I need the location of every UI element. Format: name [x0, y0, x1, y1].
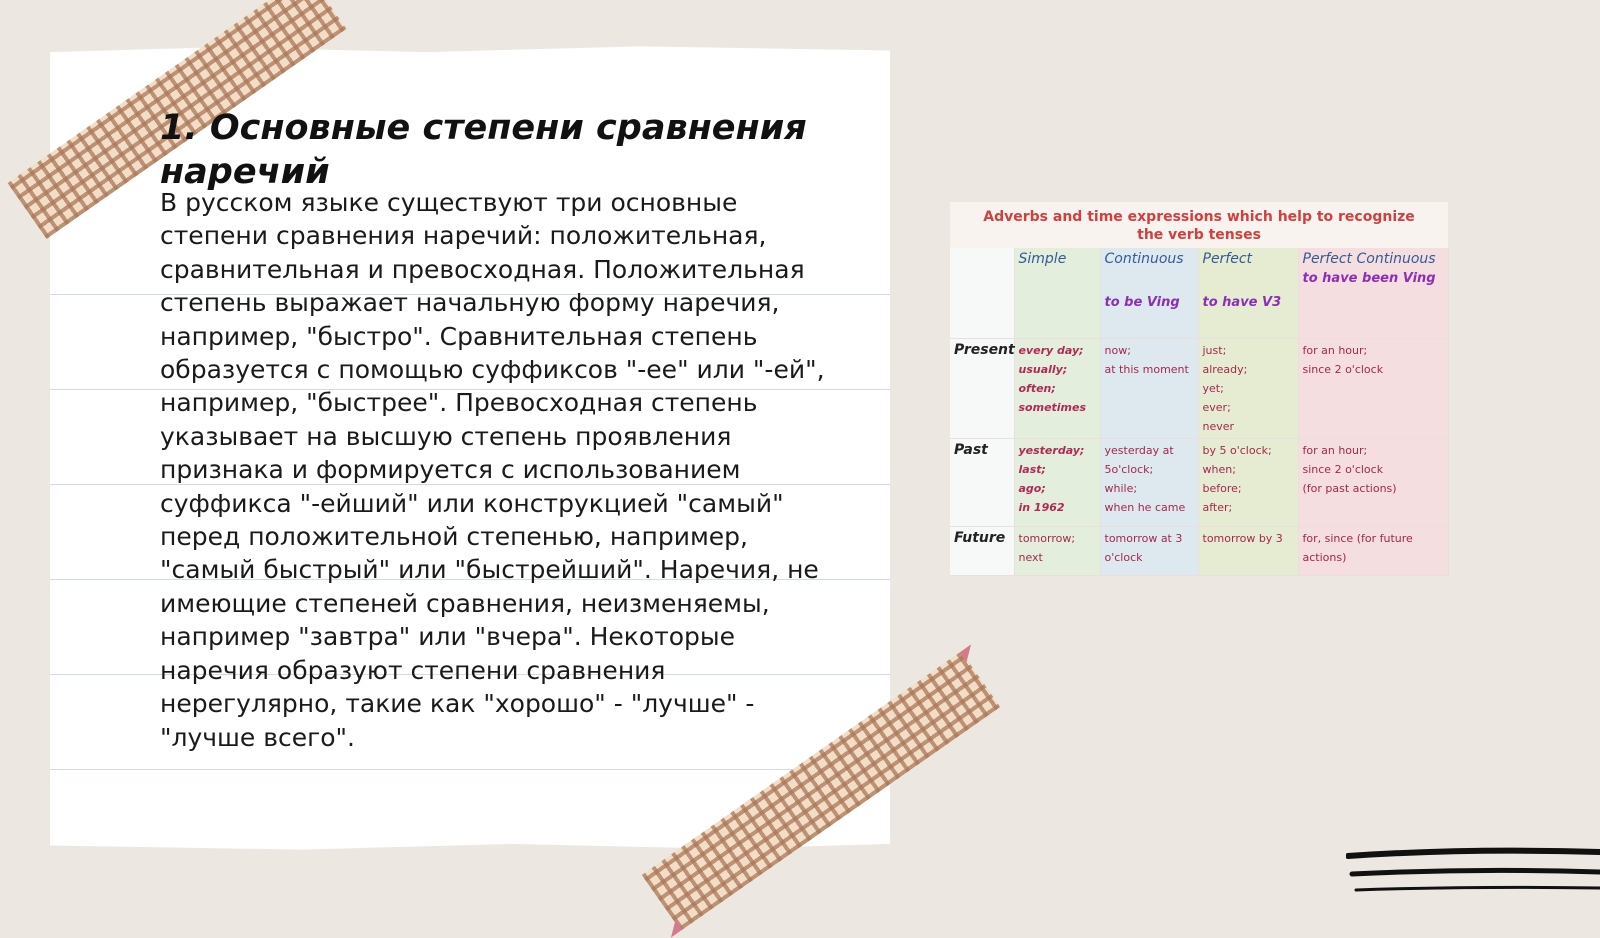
- cell-text: yesterday at 5o'clock; while; when he came: [1104, 443, 1186, 514]
- row-label: Past: [950, 438, 1014, 526]
- brush-stroke: [1352, 870, 1600, 874]
- slide-title: 1. Основные степени сравнения наречий: [160, 108, 807, 192]
- column-name: Continuous: [1104, 251, 1184, 267]
- table-cell: [1298, 438, 1448, 526]
- table-cell: [1298, 526, 1448, 576]
- cell-text: tomorrow by 3: [1202, 531, 1283, 545]
- column-form: to be Ving: [1104, 295, 1180, 310]
- table-row: [950, 338, 1448, 438]
- table-row: [950, 526, 1448, 576]
- column-name: Perfect: [1202, 251, 1253, 267]
- cell-text: for an hour; since 2 o'clock (for past actions): [1302, 443, 1397, 495]
- table-row: [950, 438, 1448, 526]
- column-name: Simple: [1018, 251, 1067, 267]
- decorative-brush-lines: [1346, 846, 1600, 900]
- column-name: Perfect Continuous: [1302, 251, 1436, 267]
- row-label: Future: [950, 526, 1014, 576]
- table-cell: [1198, 338, 1298, 438]
- row-label: Present: [950, 338, 1014, 438]
- column-form: to have been Ving: [1302, 271, 1436, 286]
- cell-text: just; already; yet; ever; never: [1202, 343, 1248, 433]
- cell-text: for an hour; since 2 o'clock: [1302, 343, 1384, 376]
- table-cell: [1014, 338, 1100, 438]
- table-header-cell: [1100, 248, 1198, 338]
- column-form: to have V3: [1202, 295, 1282, 310]
- verb-tenses-table: [950, 202, 1449, 576]
- table-header-cell: [1198, 248, 1298, 338]
- cell-text: for, since (for future actions): [1302, 531, 1413, 564]
- table-cell: [1014, 526, 1100, 576]
- table-cell: [1198, 526, 1298, 576]
- table-corner-cell: [950, 248, 1014, 338]
- paper-rule: [50, 769, 890, 770]
- table-cell: [1014, 438, 1100, 526]
- cell-text: tomorrow; next: [1018, 531, 1076, 564]
- verb-tenses-table-image: [950, 202, 1448, 576]
- brush-stroke: [1356, 887, 1600, 890]
- brush-stroke: [1348, 851, 1600, 856]
- table-header-cell: [1014, 248, 1100, 338]
- cell-text: now; at this moment: [1104, 343, 1189, 376]
- cell-text: by 5 o'clock; when; before; after;: [1202, 443, 1272, 514]
- cell-text: every day; usually; often; sometimes: [1018, 343, 1087, 414]
- table-cell: [1100, 526, 1198, 576]
- table-caption: Adverbs and time expressions which help to recognize the verb tenses: [950, 202, 1448, 248]
- table-cell: [1100, 438, 1198, 526]
- cell-text: yesterday; last; ago; in 1962: [1018, 443, 1085, 514]
- cell-text: tomorrow at 3 o'clock: [1104, 531, 1183, 564]
- table-header-row: [950, 248, 1448, 338]
- table-header-cell: [1298, 248, 1448, 338]
- slide-body-text: В русском языке существуют три основные степени сравнения наречий: положительная, сравнительная и превосходная. Положительная степень выражает начальную форму наречия, например, "быстро". Сравнительная степень образуется с помощью суффиксов "-ее" или "-ей", например, "быстрее". Превосходная степень указывает на высшую степень проявления признака и формируется с использованием суффикса "-ейший" или конструкцией "самый" перед положительной степенью, например, "самый быстрый" или "быстрейший". Наречия, не имеющие степеней сравнения, неизменяемы, например "завтра" или "вчера". Некоторые наречия образуют степени сравнения нерегулярно, такие как "хорошо" - "лучше" - "лучше всего".: [160, 188, 825, 752]
- table-cell: [1298, 338, 1448, 438]
- table-cell: [1100, 338, 1198, 438]
- table-cell: [1198, 438, 1298, 526]
